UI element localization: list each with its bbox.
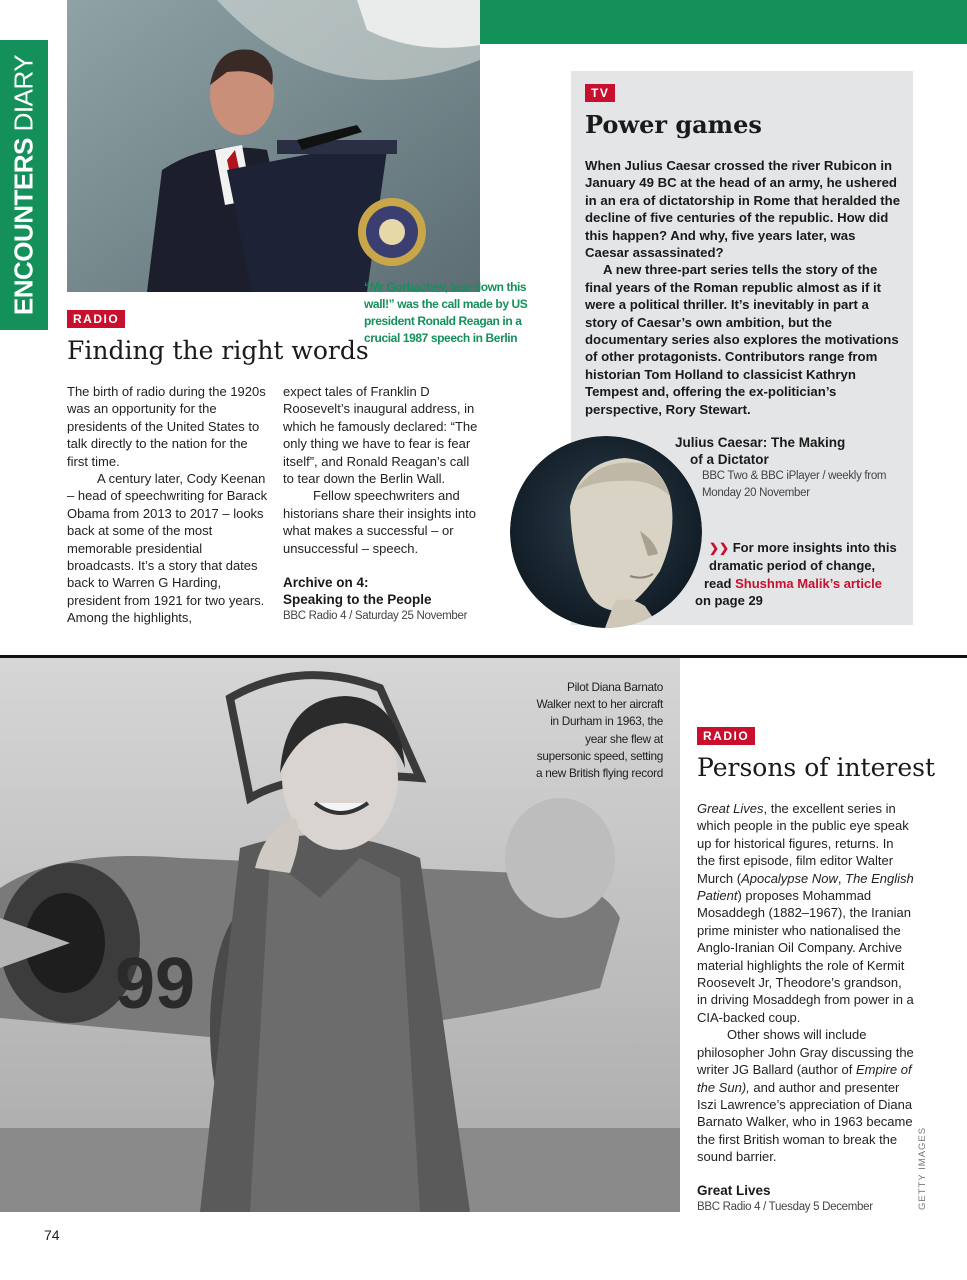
programme-meta: BBC Two & BBC iPlayer / weekly from Monday 20 November: [702, 470, 887, 499]
article-title-finding-the-right-words: Finding the right words: [67, 336, 369, 365]
reagan-photo: [67, 0, 480, 292]
radio-tag: RADIO: [697, 727, 755, 745]
tv-programme-info: [675, 434, 903, 502]
radio1-programme-info: [283, 574, 503, 625]
photo-credit: GETTY IMAGES: [917, 1126, 928, 1210]
section-side-band: [0, 40, 48, 330]
paragraph: A new three-part series tells the story of the final years of the Roman republic almost as if it were a political thriller. It’s inevitably in part a story of Caesar’s own ambition, but the documentary series also explores the motivations of other protagonists. Contributors range from historian Tom Holland to classicist Kathryn Tempest and, offering the ex-politician’s perspective, Rory Stewart.: [585, 262, 899, 417]
paragraph: Fellow speechwriters and historians share their insights into what makes a successful – or unsuccessful – speech.: [283, 488, 476, 556]
radio-tag: RADIO: [67, 310, 125, 328]
paragraph: When Julius Caesar crossed the river Rubicon in January 49 BC at the head of an army, he ushered in an era of dictatorship in Rome that heralded the decline of five centuries of the republic. How did this happen? And why, five years later, was Caesar assassinated?: [585, 158, 901, 261]
programme-title: Archive on 4: Speaking to the People: [283, 575, 432, 607]
article-link[interactable]: Shushma Malik’s article: [735, 575, 883, 591]
article-title-persons-of-interest: Persons of interest: [697, 753, 936, 782]
paragraph: A century later, Cody Keenan – head of speechwriting for Barack Obama from 2013 to 2017 – looks back at some of the most memorable presidential broadcasts. It’s a story that dates back to Warren G Harding, president from 1921 for two years. Among the highlights,: [67, 471, 268, 626]
page-number: 74: [44, 1227, 60, 1243]
radio2-programme-info: [697, 1182, 917, 1216]
radio2-body: [697, 800, 915, 1166]
tv-body: [585, 157, 903, 418]
see-also-note: ❯❯ For more insights into this dramatic period of change, read Shushma Malik’s article on page 29: [695, 540, 897, 609]
programme-meta: BBC Radio 4 / Tuesday 5 December: [697, 1201, 873, 1213]
pilot-photo-caption: Pilot Diana Barnato Walker next to her aircraft in Durham in 1963, the year she flew at supersonic speed, setting a new British flying record: [536, 680, 663, 781]
julius-caesar-bust-photo: [510, 436, 702, 628]
paragraph: expect tales of Franklin D Roosevelt’s inaugural address, in which he famously declared: “The only thing we have to fear is fear itself”, and Ronald Reagan’s call to tear down the Berlin Wall.: [283, 384, 478, 487]
paragraph: Other shows will include philosopher John Gray discussing the writer JG Ballard (author of Empire of the Sun), and author and presenter Iszi Lawrence’s appreciation of Diana Barnato Walker, who in 1963 became the first British woman to break the sound barrier.: [697, 1027, 914, 1165]
paragraph: Great Lives, the excellent series in which people in the public eye speak up for historical figures, returns. In the first episode, film editor Walter Murch (Apocalypse Now, The English Patient) proposes Mohammad Mosaddegh (1882–1967), the Iranian prime minister who nationalised the Anglo-Iranian Oil Company. Archive material highlights the role of Kermit Roosevelt Jr, Theodore’s grandson, in driving Mosaddegh from power in a CIA-backed coup.: [697, 801, 914, 1025]
radio1-column-1: [67, 383, 272, 627]
programme-title: Great Lives: [697, 1183, 771, 1198]
double-chevron-icon: ❯❯: [709, 541, 730, 555]
reagan-photo-caption: “Mr Gorbachev, tear down this wall!” was the call made by US president Ronald Reagan in a crucial 1987 speech in Berlin: [364, 280, 528, 345]
programme-title: Julius Caesar: The Making of a Dictator: [675, 435, 846, 467]
radio1-column-2: [283, 383, 483, 557]
top-green-band: [480, 0, 967, 44]
tv-tag: TV: [585, 84, 615, 102]
article-title-power-games: Power games: [585, 110, 762, 139]
svg-text:99: 99: [115, 944, 196, 1024]
paragraph: The birth of radio during the 1920s was an opportunity for the presidents of the United States to talk directly to the nation for the first time.: [67, 384, 266, 469]
section-label: ENCOUNTERS DIARY: [8, 54, 39, 316]
programme-meta: BBC Radio 4 / Saturday 25 November: [283, 610, 468, 622]
